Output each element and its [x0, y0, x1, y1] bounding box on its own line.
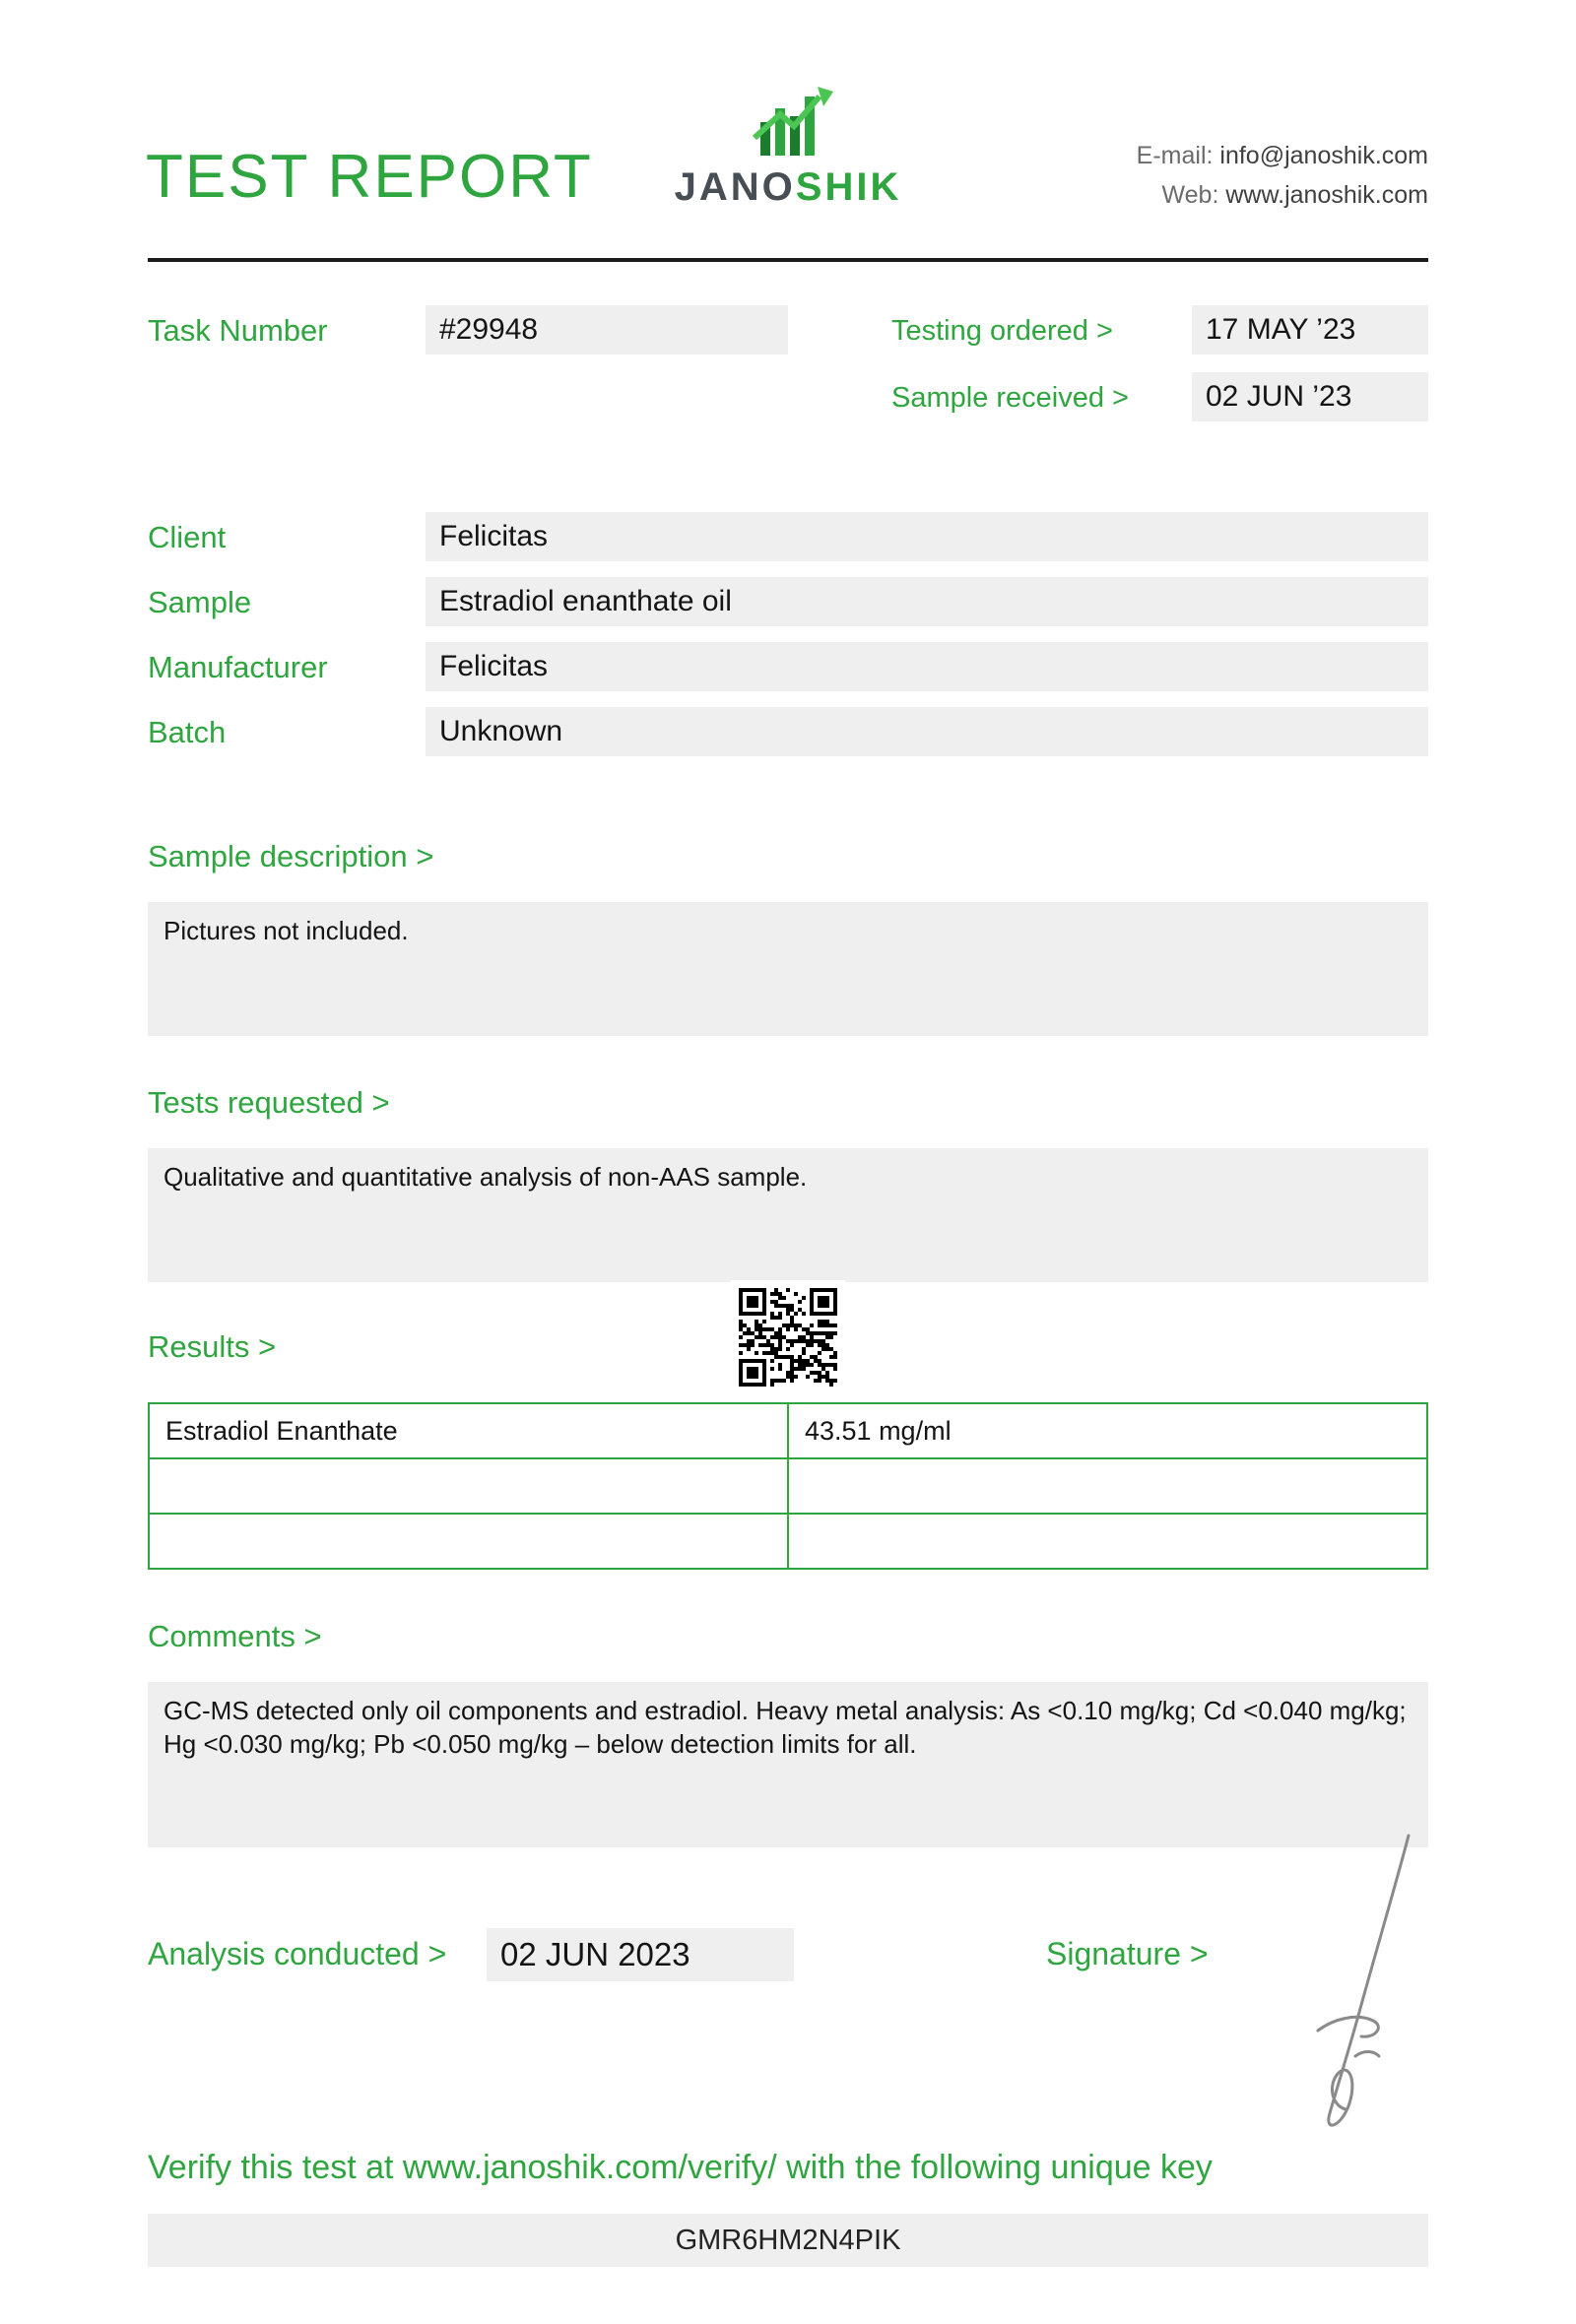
manufacturer-value: Felicitas: [426, 642, 1428, 691]
testing-ordered-value: 17 MAY ’23: [1192, 305, 1428, 355]
janoshik-logo-text: [660, 165, 916, 210]
logo-text-green: SHIK: [795, 165, 902, 209]
comments-heading: Comments >: [148, 1619, 322, 1653]
batch-label: Batch: [148, 715, 227, 749]
task-number-value: #29948: [426, 305, 788, 355]
result-name: [149, 1514, 788, 1569]
tests-requested-box: Qualitative and quantitative analysis of non-AAS sample.: [148, 1148, 1428, 1282]
sample-received-label: Sample received >: [891, 382, 1129, 414]
sample-description-box: Pictures not included.: [148, 902, 1428, 1036]
batch-value: Unknown: [426, 707, 1428, 756]
results-table: [148, 1402, 1428, 1570]
email-line: [985, 136, 1428, 175]
testing-ordered-label: Testing ordered >: [891, 315, 1113, 347]
page-title: TEST REPORT: [146, 143, 593, 211]
result-value: [788, 1458, 1427, 1514]
email-label: E-mail:: [1136, 142, 1214, 169]
logo-text-dark: JANO: [674, 165, 796, 209]
client-value: Felicitas: [426, 512, 1428, 561]
contact-block: [985, 136, 1428, 215]
task-number-label: Task Number: [148, 313, 328, 348]
verify-key: GMR6HM2N4PIK: [148, 2214, 1428, 2267]
result-value: [788, 1514, 1427, 1569]
sample-description-heading: Sample description >: [148, 839, 434, 873]
result-name: Estradiol Enanthate: [149, 1403, 788, 1458]
signature-label: Signature >: [1046, 1936, 1209, 1971]
sample-label: Sample: [148, 585, 252, 619]
signature-image: [1261, 1828, 1428, 2148]
verify-instructions: Verify this test at www.janoshik.com/verify/ with the following unique key: [148, 2149, 1213, 2186]
result-name: [149, 1458, 788, 1514]
web-value: www.janoshik.com: [1225, 181, 1428, 209]
sample-value: Estradiol enanthate oil: [426, 577, 1428, 626]
results-heading: Results >: [148, 1329, 277, 1364]
manufacturer-label: Manufacturer: [148, 650, 328, 684]
header-divider: [148, 258, 1428, 262]
sample-received-value: 02 JUN ’23: [1192, 372, 1428, 421]
qr-code: [731, 1280, 845, 1394]
client-label: Client: [148, 520, 227, 554]
email-value: info@janoshik.com: [1219, 142, 1428, 169]
web-label: Web:: [1161, 181, 1219, 209]
analysis-conducted-label: Analysis conducted >: [148, 1936, 447, 1971]
comments-box: GC-MS detected only oil components and estradiol. Heavy metal analysis: As <0.10 mg/kg; Cd <0.040 mg/kg; Hg <0.030 mg/kg; Pb <0.050 mg/kg – below detection limits for all.: [148, 1682, 1428, 1847]
web-line: [985, 175, 1428, 215]
result-value: 43.51 mg/ml: [788, 1403, 1427, 1458]
analysis-conducted-value: 02 JUN 2023: [487, 1928, 794, 1981]
table-row: [149, 1403, 1427, 1458]
janoshik-logo-icon: [741, 83, 849, 168]
table-row: [149, 1514, 1427, 1569]
table-row: [149, 1458, 1427, 1514]
tests-requested-heading: Tests requested >: [148, 1085, 390, 1120]
